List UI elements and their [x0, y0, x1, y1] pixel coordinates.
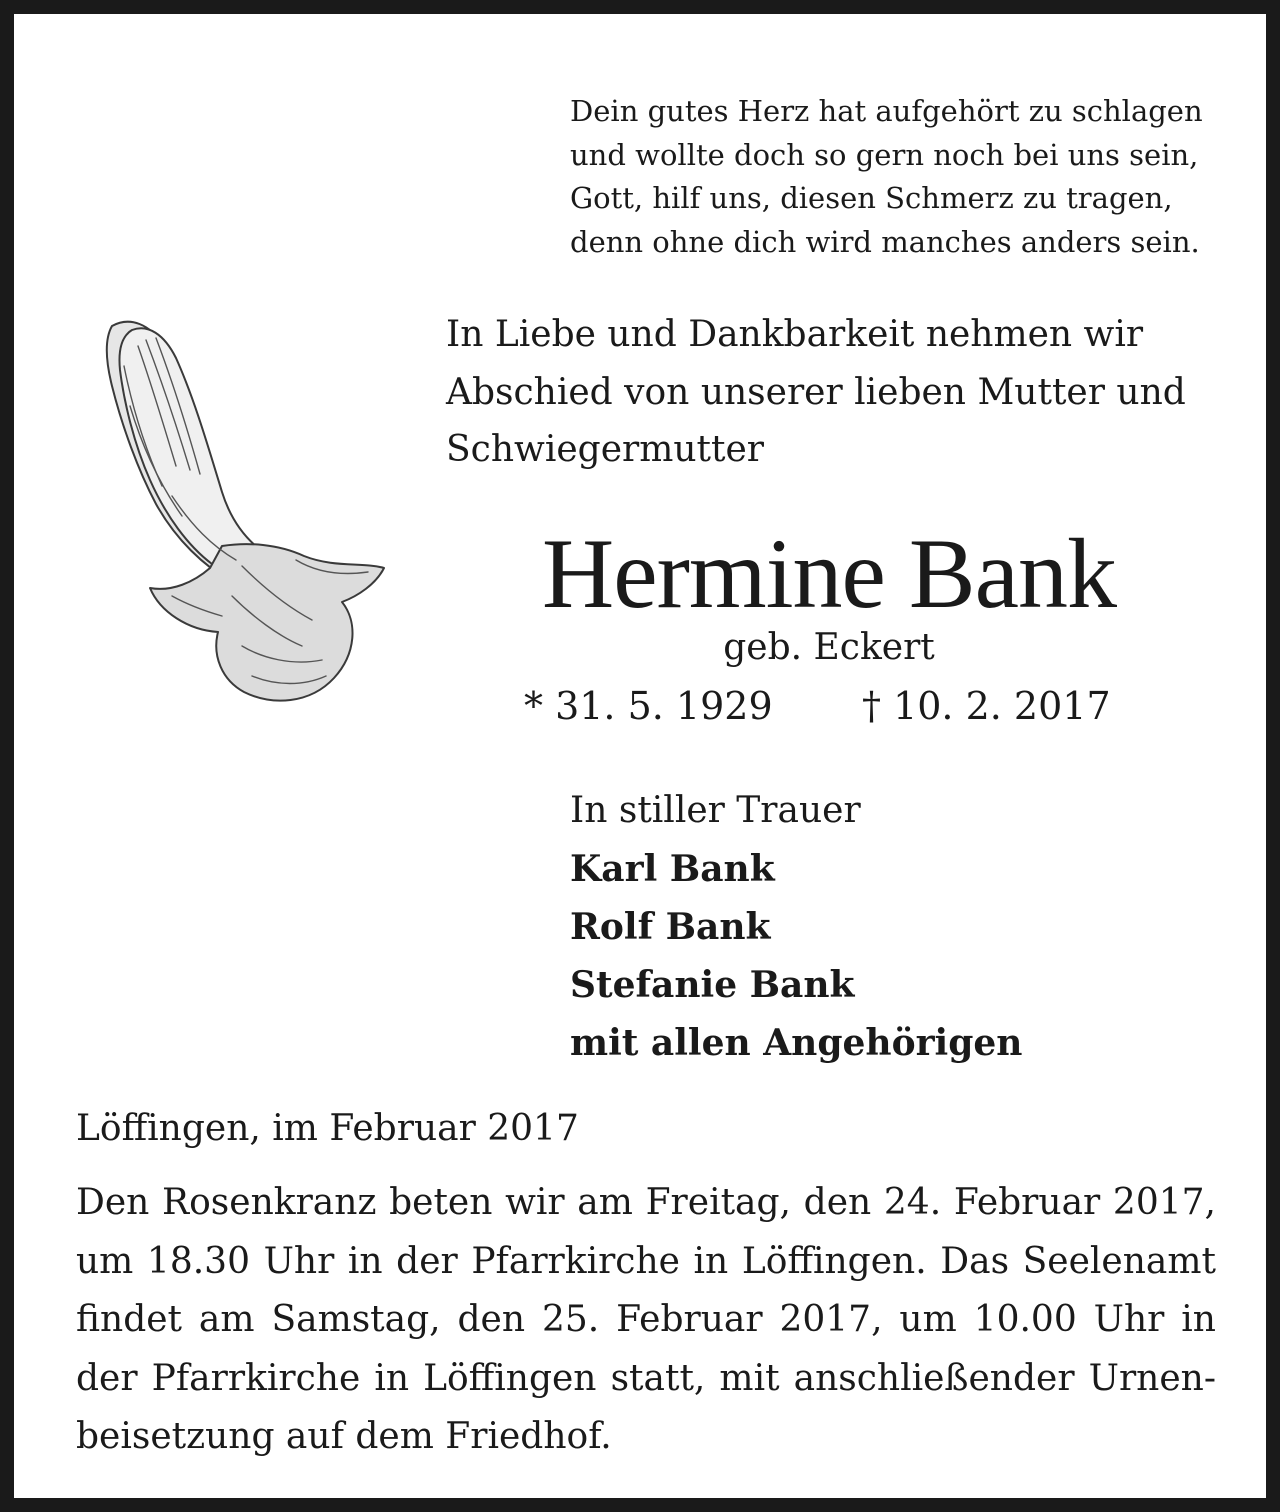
poem-line: Dein gutes Herz hat aufgehört zu schlagen: [570, 94, 1203, 128]
poem-verse: [570, 90, 1203, 264]
service-line: der Pfarrkirche in Löffingen statt, mit anschließender Urnen-: [76, 1357, 1216, 1399]
maiden-name: geb. Eckert: [723, 627, 935, 668]
mourner-name: mit allen Angehörigen: [570, 1022, 1023, 1064]
mourner-name: Rolf Bank: [570, 906, 771, 948]
birth-date: * 31. 5. 1929: [524, 684, 773, 728]
service-line: findet am Samstag, den 25. Februar 2017, um 10.00 Uhr in: [76, 1299, 1216, 1340]
service-line: beisetzung auf dem Friedhof.: [76, 1416, 612, 1457]
service-details: [76, 1174, 1216, 1467]
poem-line: Gott, hilf uns, diesen Schmerz zu tragen,: [570, 181, 1173, 215]
place-date: Löffingen, im Februar 2017: [76, 1108, 579, 1149]
service-line: Den Rosenkranz beten wir am Freitag, den 24. Februar 2017,: [76, 1182, 1216, 1223]
poem-line: und wollte doch so gern noch bei uns sein,: [570, 137, 1199, 172]
mourner-list: [570, 840, 1022, 1072]
service-line: um 18.30 Uhr in der Pfarrkirche in Löffingen. Das Seelenamt: [76, 1240, 1216, 1282]
mourning-heading: In stiller Trauer: [570, 790, 861, 831]
mourner-name: Stefanie Bank: [570, 964, 855, 1006]
intro-text: [446, 306, 1186, 479]
death-date: † 10. 2. 2017: [862, 684, 1111, 728]
mourner-name: Karl Bank: [570, 848, 775, 890]
praying-hands-icon: [72, 306, 392, 716]
intro-line: In Liebe und Dankbarkeit nehmen wir: [446, 314, 1144, 355]
deceased-name: Hermine Bank: [542, 518, 1116, 629]
poem-line: denn ohne dich wird manches anders sein.: [570, 224, 1200, 259]
intro-line: Abschied von unserer lieben Mutter und: [446, 371, 1186, 413]
intro-line: Schwiegermutter: [446, 429, 764, 470]
